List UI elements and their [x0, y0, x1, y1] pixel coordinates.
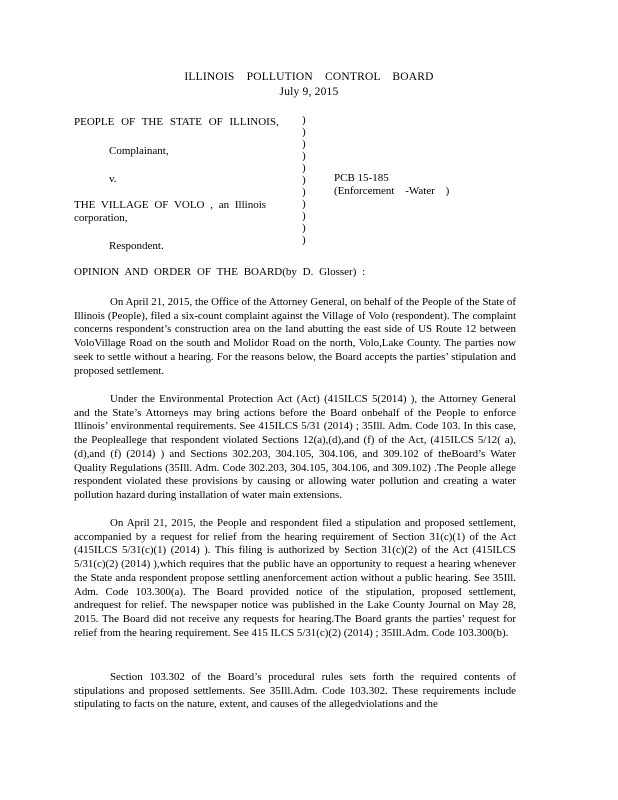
- defendant-name-line1: THE VILLAGE OF VOLO , an Illinois: [74, 199, 267, 211]
- plaintiff-name: PEOPLE OF THE STATE OF ILLINOIS,: [74, 116, 279, 128]
- defendant-name-line2: corporation,: [74, 212, 128, 224]
- opinion-date: July 9, 2015: [279, 86, 339, 98]
- plaintiff-role: Complainant,: [109, 145, 169, 157]
- agency-title: ILLINOIS POLLUTION CONTROL BOARD: [184, 71, 434, 83]
- paragraph-3: On April 21, 2015, the People and respondent filed a stipulation and proposed settlement, accompanied by a request for relief from the hearing requirement of Section 31(c)(1) of the Act (415ILCS 5/31(c)(1) (2014) ). This filing is authorized by Section 31(c)(2) of the Act (415ILCS 5/31(c)(2) (2014) ),which requires that the public have an opportunity to request a hearing whenever the State anda respondent propose settling anenforcement action without a public hearing. See 35Ill. Adm. Code 103.300(a). The Board provided notice of the stipulation, proposed settlement, andrequest for relief. The newspaper notice was published in the Lake County Journal on May 28, 2015. The Board did not receive any requests for hearing.The Board grants the parties’ request for relief from the hearing requirement. See 415 ILCS 5/31(c)(2) (2014) ; 35Ill.Adm. Code 103.300(b).: [74, 517, 516, 639]
- paragraph-2: Under the Environmental Protection Act (Act) (415ILCS 5(2014) ), the Attorney General and the State’s Attorneys may bring actions before the Board onbehalf of the People to enforce Illinois’ environmental requirements. See 415ILCS 5/31 (2014) ; 35Ill. Adm. Code 103. In this case, the Peopleallege that respondent violated Sections 12(a),(d),and (f) of the Act, (415ILCS 5/12( a), (d),and (f) (2014) ) and Sections 302.203, 304.105, 304.106, and 309.102 of theBoard’s Water Quality Regulations (35Ill. Adm. Code 302.203, 304.105, 304.106, and 309.102) .The People allege respondent violated these provisions by causing or allowing water pollution and creating a water pollution hazard during installation of water main extensions.: [74, 393, 516, 501]
- versus-label: v.: [109, 173, 117, 185]
- paragraph-1: On April 21, 2015, the Office of the Attorney General, on behalf of the People of the State of Illinois (People), filed a six-count complaint against the Village of Volo (respondent). The complaint concerns respondent’s construction area on the land abutting the east side of US Route 12 between VoloVillage Road on the south and Molidor Road on the north, Volo,Lake County. The parties now seek to settle without a hearing. For the reasons below, the Board accepts the parties’ stipulation and proposed settlement.: [74, 296, 516, 377]
- case-number: PCB 15-185: [334, 172, 389, 184]
- paragraph-4: Section 103.302 of the Board’s procedural rules sets forth the required contents of stipulations and proposed settlements. See 35Ill.Adm. Code 103.302. These requirements include stipulating to facts on the nature, extent, and causes of the allegedviolations and the: [74, 671, 516, 711]
- defendant-role: Respondent.: [109, 240, 164, 252]
- caption-bracket: ) ) ) ) ) ) ) ) ) ) ): [302, 114, 306, 246]
- opinion-title: OPINION AND ORDER OF THE BOARD(by D. Glosser) :: [74, 266, 366, 278]
- case-type: (Enforcement -Water ): [334, 185, 450, 197]
